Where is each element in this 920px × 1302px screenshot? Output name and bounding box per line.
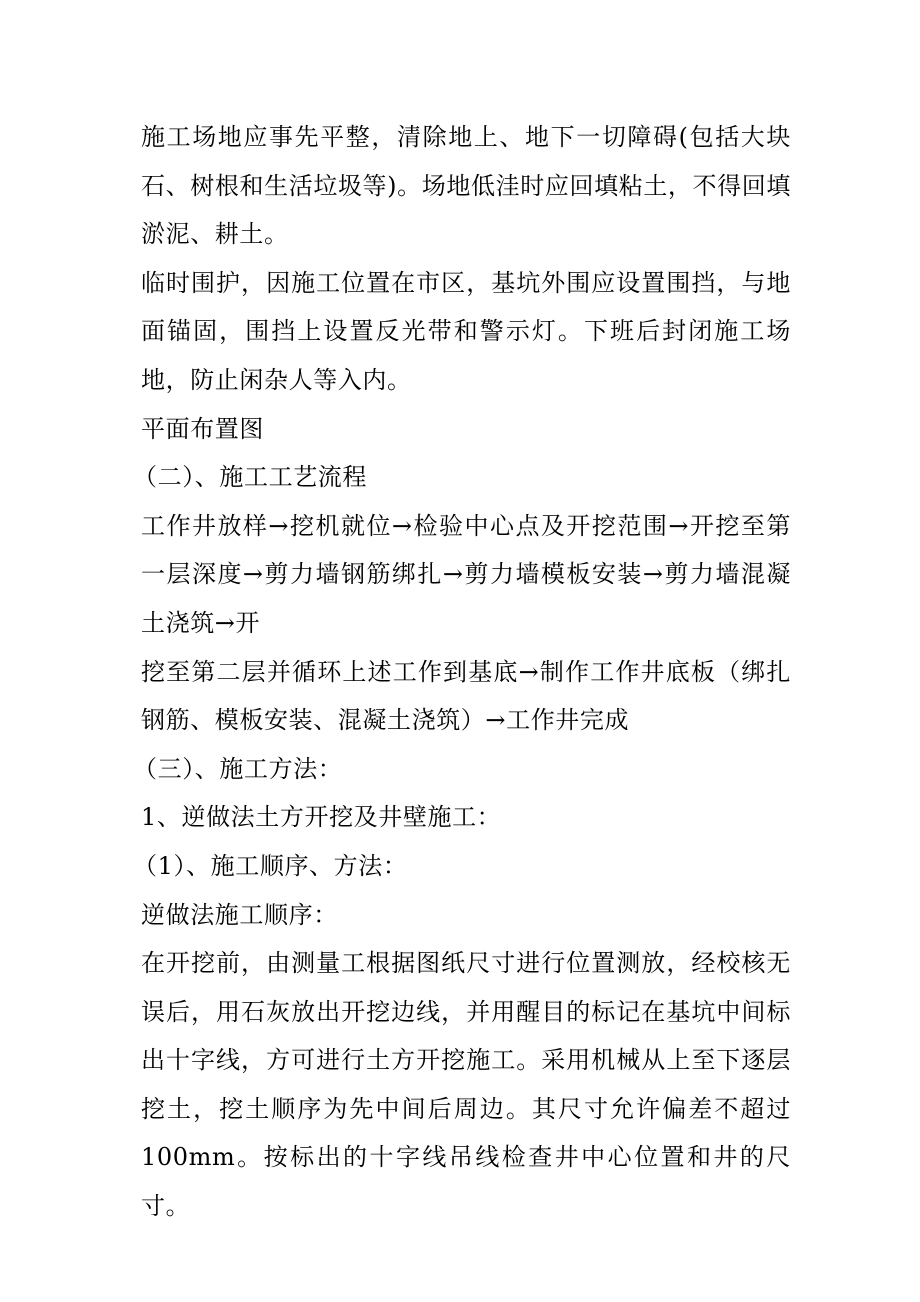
paragraph-excavation-procedure: 在开挖前，由测量工根据图纸尺寸进行位置测放，经校核无误后，用石灰放出开挖边线，并用醒目的标记在基坑中间标出十字线，方可进行土方开挖施工。采用机械从上至下逐层挖土，挖土顺序为先中间后周边。其尺寸允许偏差不超过100mm。按标出的十字线吊线检查井中心位置和井的尺寸。 (141, 949, 791, 1221)
paragraph-process-flow-part1: 工作井放样→挖机就位→检验中心点及开挖范围→开挖至第一层深度→剪力墙钢筋绑扎→剪力墙模板安装→剪力墙混凝土浇筑→开 (141, 511, 791, 637)
section-heading-construction-method: （三）、施工方法： (133, 754, 343, 783)
subheading-reverse-sequence: 逆做法施工顺序： (141, 900, 338, 929)
document-body (133, 113, 791, 1231)
section-heading-process-flow: （二）、施工工艺流程 (133, 463, 367, 492)
paragraph-layout-plan: 平面布置图 (141, 414, 264, 443)
paragraph-process-flow-part2: 挖至第二层并循环上述工作到基底→制作工作井底板（绑扎钢筋、模板安装、混凝土浇筑）→工作井完成 (141, 657, 791, 735)
paragraph-site-leveling: 施工场地应事先平整，清除地上、地下一切障碍(包括大块石、树根和生活垃圾等)。场地低洼时应回填粘土，不得回填淤泥、耕土。 (141, 123, 791, 249)
subheading-sequence-method: （1）、施工顺序、方法： (133, 851, 408, 880)
paragraph-temporary-enclosure: 临时围护，因施工位置在市区，基坑外围应设置围挡，与地面锚固，围挡上设置反光带和警示灯。下班后封闭施工场地，防止闲杂人等入内。 (141, 268, 791, 394)
subheading-excavation-wall: 1、逆做法土方开挖及井壁施工： (141, 803, 502, 832)
